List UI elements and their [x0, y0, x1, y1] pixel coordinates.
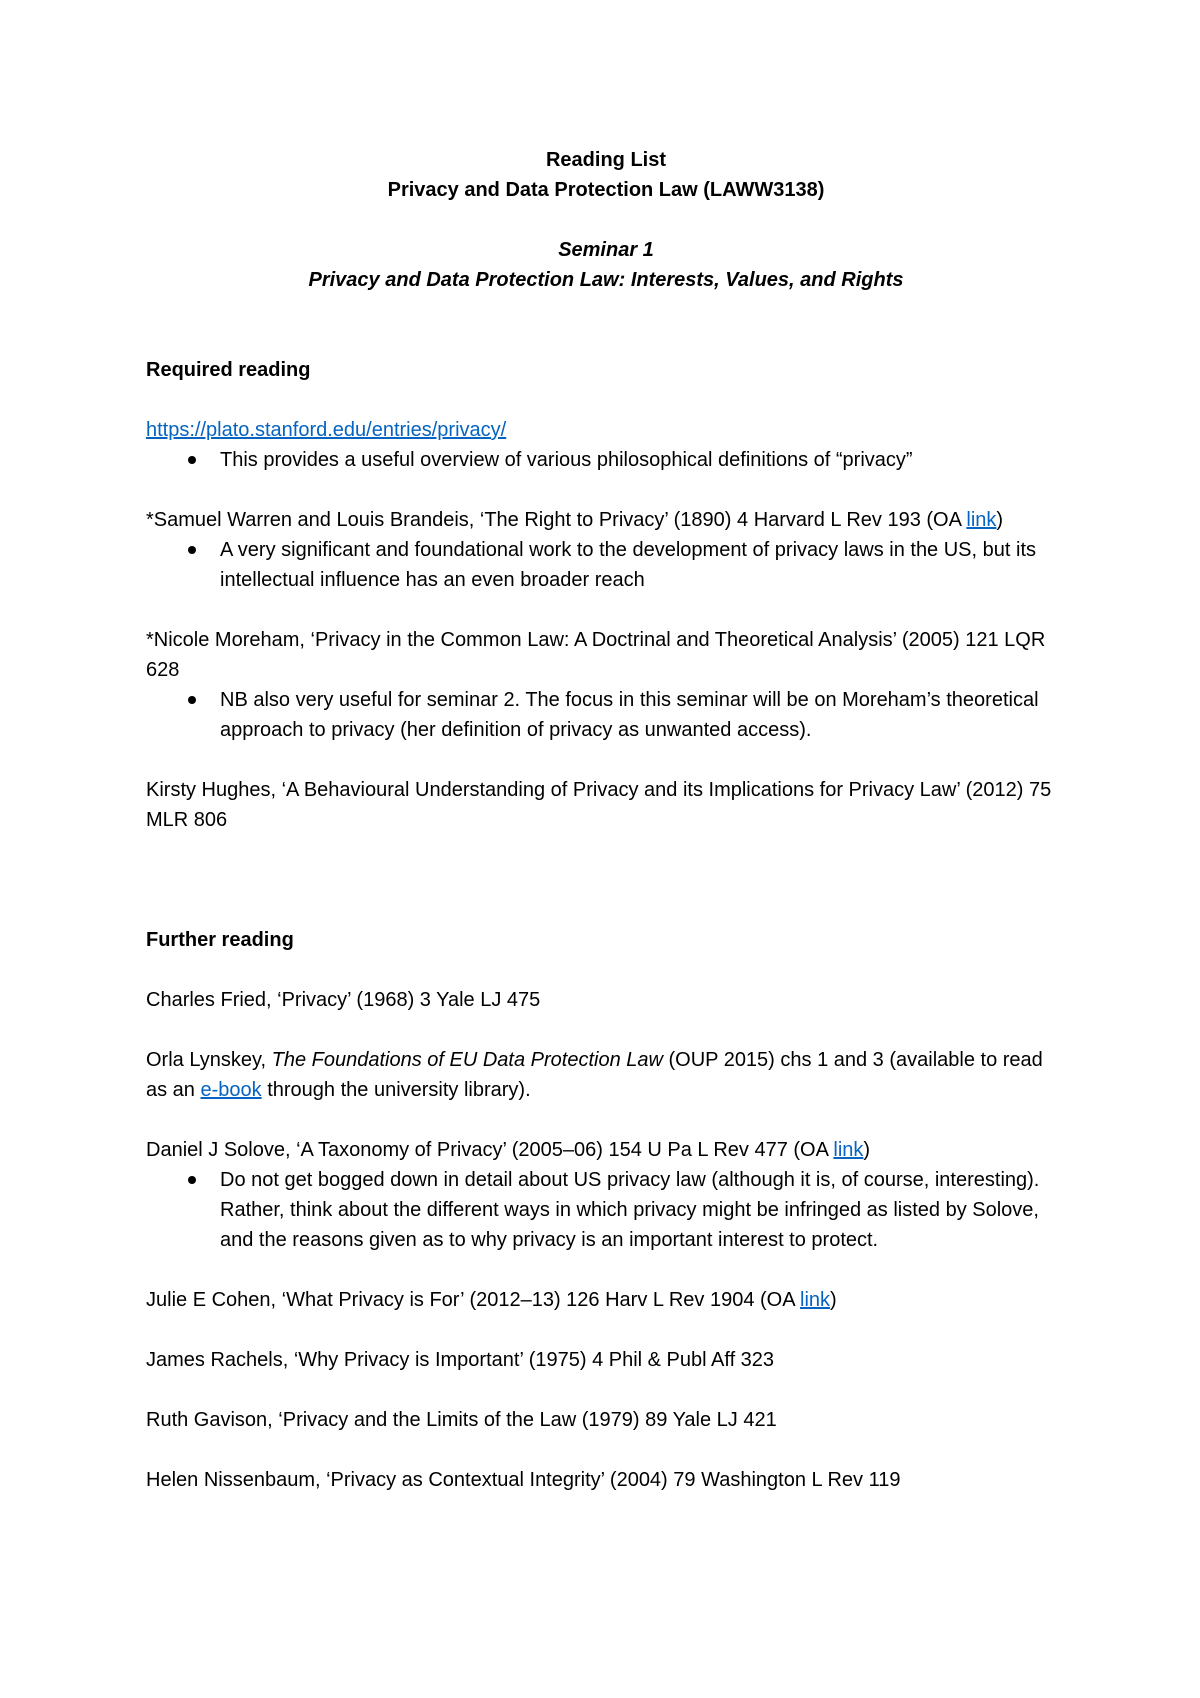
seminar-title: Privacy and Data Protection Law: Interests, Values, and Rights: [308, 269, 904, 291]
bullet-list: [146, 445, 1066, 475]
required-reading-heading: Required reading: [146, 359, 311, 381]
reading-entry: James Rachels, ‘Why Privacy is Important’ (1975) 4 Phil & Publ Aff 323: [146, 1349, 775, 1371]
bullet-icon: [188, 456, 196, 464]
reading-entry: Ruth Gavison, ‘Privacy and the Limits of the Law (1979) 89 Yale LJ 421: [146, 1409, 777, 1431]
reading-entry: Kirsty Hughes, ‘A Behavioural Understanding of Privacy and its Implications for Privacy Law’ (2012) 75 MLR 806: [146, 779, 1052, 831]
oa-link[interactable]: link: [833, 1139, 864, 1161]
oa-link[interactable]: link: [800, 1289, 831, 1311]
bullet-list: [146, 685, 1066, 745]
bullet-note: [146, 1165, 1066, 1255]
citation-text: *Samuel Warren and Louis Brandeis, ‘The Right to Privacy’ (1890) 4 Harvard L Rev 193 (OA: [146, 509, 967, 531]
reading-entry: Charles Fried, ‘Privacy’ (1968) 3 Yale LJ 475: [146, 989, 541, 1011]
bullet-note: [146, 445, 1066, 475]
bullet-note: [146, 535, 1066, 595]
reading-entry: *Nicole Moreham, ‘Privacy in the Common Law: A Doctrinal and Theoretical Analysis’ (2005) 121 LQR 628: [146, 629, 1046, 681]
stanford-url-link[interactable]: https://plato.stanford.edu/entries/privacy/: [146, 419, 507, 441]
reading-entry: [146, 415, 1066, 445]
document-body: [146, 145, 1066, 1495]
book-title: The Foundations of EU Data Protection Law: [271, 1049, 663, 1071]
reading-entry: Helen Nissenbaum, ‘Privacy as Contextual Integrity’ (2004) 79 Washington L Rev 119: [146, 1469, 901, 1491]
further-reading-heading: Further reading: [146, 929, 294, 951]
bullet-icon: [188, 546, 196, 554]
bullet-note: [146, 685, 1066, 745]
note-text: Do not get bogged down in detail about US privacy law (although it is, of course, interesting). Rather, think about the different ways in which privacy might be infringed as listed by Solove, and the reasons given as to why privacy is an important interest to protect.: [220, 1169, 1040, 1251]
bullet-list: [146, 535, 1066, 595]
seminar-label: Seminar 1: [558, 239, 654, 261]
reading-entry: *Samuel Warren and Louis Brandeis, ‘The Right to Privacy’ (1890) 4 Harvard L Rev 193 (OA link): [146, 509, 1004, 531]
note-text: A very significant and foundational work to the development of privacy laws in the US, but its intellectual influence has an even broader reach: [220, 539, 1036, 591]
note-text: This provides a useful overview of various philosophical definitions of “privacy”: [220, 449, 913, 471]
bullet-list: [146, 1165, 1066, 1255]
oa-link[interactable]: link: [966, 509, 997, 531]
reading-entry: Daniel J Solove, ‘A Taxonomy of Privacy’ (2005–06) 154 U Pa L Rev 477 (OA link): [146, 1139, 871, 1161]
citation-text: Julie E Cohen, ‘What Privacy is For’ (2012–13) 126 Harv L Rev 1904 (OA: [146, 1289, 801, 1311]
reading-entry: Orla Lynskey, The Foundations of EU Data Protection Law (OUP 2015) chs 1 and 3 (available to read as an e-book through the university library).: [146, 1049, 1043, 1101]
bullet-icon: [188, 696, 196, 704]
citation-text: Daniel J Solove, ‘A Taxonomy of Privacy’ (2005–06) 154 U Pa L Rev 477 (OA: [146, 1139, 834, 1161]
ebook-link[interactable]: e-book: [200, 1079, 262, 1101]
doc-title: Reading List: [545, 149, 666, 171]
course-title: Privacy and Data Protection Law (LAWW3138): [387, 179, 825, 201]
note-text: NB also very useful for seminar 2. The focus in this seminar will be on Moreham’s theoretical approach to privacy (her definition of privacy as unwanted access).: [220, 689, 1039, 741]
reading-entry: Julie E Cohen, ‘What Privacy is For’ (2012–13) 126 Harv L Rev 1904 (OA link): [146, 1289, 837, 1311]
bullet-icon: [188, 1176, 196, 1184]
